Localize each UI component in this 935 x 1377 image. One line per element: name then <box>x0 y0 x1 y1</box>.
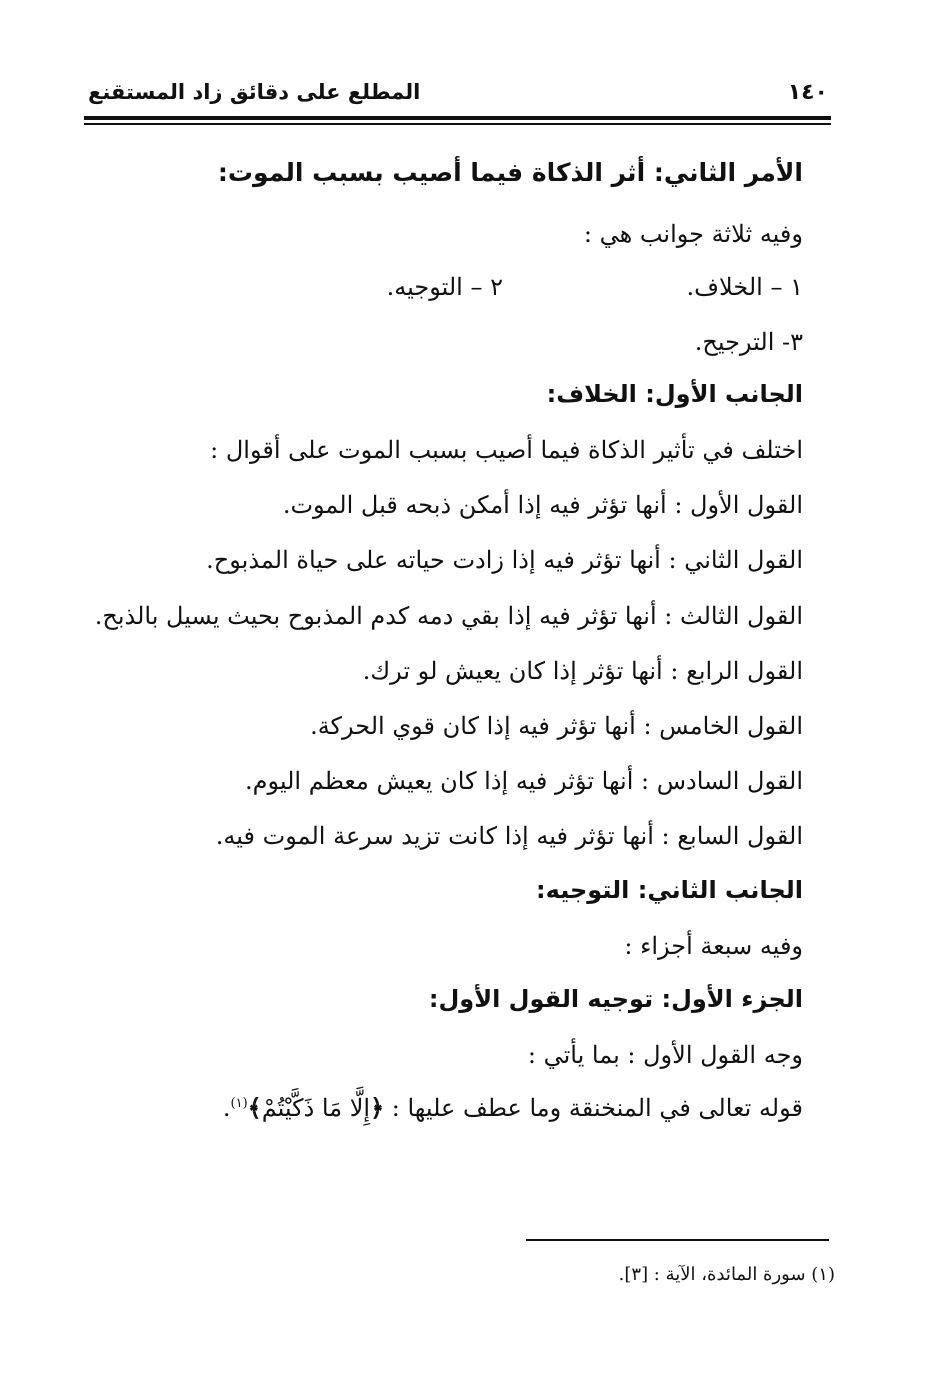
aspects-list-row <box>243 270 803 304</box>
aspect-item-2: ٢ – التوجيه. <box>386 273 503 301</box>
footnote-separator <box>526 1239 829 1241</box>
opinion-line: القول الخامس : أنها تؤثر فيه إذا كان قوي الحركة. <box>310 712 803 740</box>
opinion-line: القول الثاني : أنها تؤثر فيه إذا زادت حياته على حياة المذبوح. <box>206 546 803 574</box>
evidence-lead: قوله تعالى في المنخنقة وما عطف عليها : <box>384 1094 803 1122</box>
part1-heading: الجزء الأول: توجيه القول الأول: <box>428 985 803 1013</box>
opinion-line: القول الأول : أنها تؤثر فيه إذا أمكن ذبحه قبل الموت. <box>282 491 803 519</box>
opinion-line: القول الرابع : أنها تؤثر إذا كان يعيش لو ترك. <box>362 657 803 685</box>
verse-close-bracket: ﴾ <box>247 1093 262 1122</box>
evidence-line <box>223 1091 803 1125</box>
opinion-line: القول الثالث : أنها تؤثر فيه إذا بقي دمه كدم المذبوح بحيث يسيل بالذبح. <box>94 602 803 630</box>
book-title: المطلع على دقائق زاد المستقنع <box>88 80 421 104</box>
aspect-item-1: ١ – الخلاف. <box>686 273 803 301</box>
quran-verse: إِلَّا مَا ذَكَّيْتُمْ <box>261 1094 371 1122</box>
aspect-item-3: ٣- الترجيح. <box>694 328 803 356</box>
aspect1-heading: الجانب الأول: الخلاف: <box>546 380 803 408</box>
intro-text: وفيه ثلاثة جوانب هي : <box>583 220 803 248</box>
opinion-line: القول السادس : أنها تؤثر فيه إذا كان يعيش معظم اليوم. <box>244 767 803 795</box>
disagreement-intro: اختلف في تأثير الذكاة فيما أصيب بسبب الموت على أقوال : <box>210 436 803 464</box>
aspect2-heading: الجانب الثاني: التوجيه: <box>536 876 803 904</box>
footnote-text: (١) سورة المائدة، الآية : [٣]. <box>618 1264 835 1285</box>
footnote-marker: (١) <box>230 1096 248 1111</box>
header-rule-thick <box>84 116 831 120</box>
part1-intro: وجه القول الأول : بما يأتي : <box>527 1041 803 1069</box>
page-number: ١٤٠ <box>787 80 828 105</box>
header-rule-thin <box>84 123 831 125</box>
verse-open-bracket: ﴿ <box>370 1093 385 1122</box>
parts-intro: وفيه سبعة أجزاء : <box>624 932 803 960</box>
opinion-line: القول السابع : أنها تؤثر فيه إذا كانت تزيد سرعة الموت فيه. <box>215 822 803 850</box>
running-header <box>88 74 828 114</box>
evidence-end: . <box>222 1094 231 1122</box>
section-title: الأمر الثاني: أثر الذكاة فيما أصيب بسبب الموت: <box>217 158 803 187</box>
